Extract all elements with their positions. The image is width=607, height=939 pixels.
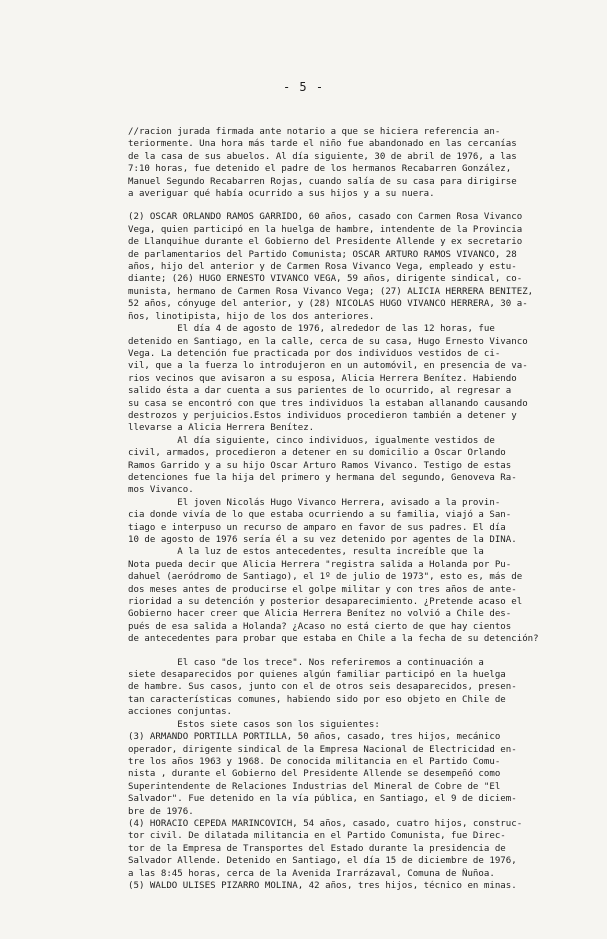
text-line: El día 4 de agosto de 1976, alrededor de las 12 horas, fue (128, 324, 495, 335)
paragraph-gap (128, 646, 568, 657)
text-line: Ramos Garrido y a su hijo Oscar Arturo Ramos Vivanco. Testigo de estas (128, 460, 512, 471)
text-line: Vega, quien participó en la huelga de hambre, intendente de la Provincia (128, 224, 523, 235)
text-line: operador, dirigente sindical de la Empresa Nacional de Electricidad en- (128, 744, 517, 755)
text-line: cia donde vivía de lo que estaba ocurriendo a su familia, viajó a San- (128, 510, 512, 521)
text-line: 52 años, cónyuge del anterior, y (28) NICOLAS HUGO VIVANCO HERRERA, 30 a- (128, 299, 528, 310)
text-line: salido ésta a dar cuenta a sus parientes de lo ocurrido, al regresar a (128, 386, 512, 397)
text-line: (2) OSCAR ORLANDO RAMOS GARRIDO, 60 años, casado con Carmen Rosa Vivanco (128, 212, 523, 223)
text-line: rios vecinos que avisaron a su esposa, Alicia Herrera Benítez. Habiendo (128, 373, 517, 384)
text-line: a las 8:45 horas, cerca de la Avenida Irarrázaval, Comuna de Ñuñoa. (128, 868, 495, 879)
text-line: El joven Nicolás Hugo Vivanco Herrera, avisado a la provin- (128, 497, 501, 508)
text-line: El caso "de los trece". Nos referiremos a continuación a (128, 657, 484, 668)
text-line: Manuel Segundo Recabarren Rojas, cuando salía de su casa para dirigirse (128, 176, 517, 187)
text-line: destrozos y perjuicios.Estos individuos procedieron también a detener y (128, 410, 517, 421)
text-line: vil, que a la fuerza lo introdujeron en un automóvil, en presencia de va- (128, 361, 528, 372)
text-line: dahuel (aeródromo de Santiago), el 1º de julio de 1973", esto es, más de (128, 572, 523, 583)
text-line: de Llanquihue durante el Gobierno del Presidente Allende y ex secretario (128, 237, 523, 248)
text-line: civil, armados, procedieron a detener en su domicilio a Oscar Orlando (128, 448, 506, 459)
paragraph (128, 126, 568, 200)
text-line: de antecedentes para probar que estaba en Chile a la fecha de su detención? (128, 634, 539, 645)
text-line: tor civil. De dilatada militancia en el Partido Comunista, fue Direc- (128, 831, 506, 842)
document-body (128, 126, 568, 892)
text-line: teriormente. Una hora más tarde el niño fue abandonado en las cercanías (128, 139, 517, 150)
text-line: su casa se encontró con que tres individuos la estaban allanando causando (128, 398, 528, 409)
paragraph (128, 657, 568, 893)
text-line: dos meses antes de producirse el golpe militar y con tres años de ante- (128, 584, 517, 595)
text-line: bre de 1976. (128, 806, 194, 817)
text-line: 7:10 horas, fue detenido el padre de los hermanos Recabarren González, (128, 164, 512, 175)
text-line: rioridad a su detención y posterior desaparecimiento. ¿Pretende acaso el (128, 597, 523, 608)
paragraph (128, 211, 568, 645)
text-line: ños, linotipista, hijo de los dos anteriores. (128, 311, 375, 322)
text-line: tiago e interpuso un recurso de amparo en favor de sus padres. El día (128, 522, 506, 533)
text-line: años, hijo del anterior y de Carmen Rosa Vivanco Vega, empleado y estu- (128, 262, 517, 273)
text-line: llevarse a Alicia Herrera Benítez. (128, 423, 315, 434)
text-line: de la casa de sus abuelos. Al día siguiente, 30 de abril de 1976, a las (128, 151, 517, 162)
text-line: de parlamentarios del Partido Comunista; OSCAR ARTURO RAMOS VIVANCO, 28 (128, 249, 517, 260)
text-line: siete desaparecidos por quienes algún familiar participó en la huelga (128, 670, 506, 681)
text-line: de hambre. Sus casos, junto con el de otros seis desaparecidos, presen- (128, 682, 517, 693)
text-line: Nota pueda decir que Alicia Herrera "registra salida a Holanda por Pu- (128, 559, 512, 570)
text-line: diante; (26) HUGO ERNESTO VIVANCO VEGA, 59 años, dirigente sindical, co- (128, 274, 523, 285)
page-number: - 5 - (282, 80, 325, 94)
paragraph-gap (128, 200, 568, 211)
text-line: nista , durante el Gobierno del Presidente Allende se desempeñó como (128, 769, 501, 780)
text-line: (3) ARMANDO PORTILLA PORTILLA, 50 años, casado, tres hijos, mecánico (128, 732, 501, 743)
text-line: detenido en Santiago, en la calle, cerca de su casa, Hugo Ernesto Vivanco (128, 336, 528, 347)
text-line: acciones conjuntas. (128, 707, 233, 718)
text-line: Superintendente de Relaciones Industrias del Mineral de Cobre de "El (128, 781, 501, 792)
text-line: //racion jurada firmada ante notario a que se hiciera referencia an- (128, 127, 501, 137)
text-line: mos Vivanco. (128, 485, 194, 496)
text-line: tre los años 1963 y 1968. De conocida militancia en el Partido Comu- (128, 756, 501, 767)
text-line: Salvador Allende. Detenido en Santiago, el día 15 de diciembre de 1976, (128, 856, 517, 867)
text-line: pués de esa salida a Holanda? ¿Acaso no está cierto de que hay cientos (128, 621, 512, 632)
text-line: tor de la Empresa de Transportes del Estado durante la presidencia de (128, 843, 506, 854)
text-line: Vega. La detención fue practicada por dos individuos vestidos de ci- (128, 348, 501, 359)
text-line: Estos siete casos son los siguientes: (128, 719, 380, 730)
text-line: tan características comunes, habiendo sido por eso objeto en Chile de (128, 694, 506, 705)
text-line: a averiguar qué había ocurrido a sus hijos y a su nuera. (128, 189, 435, 200)
text-line: (5) WALDO ULISES PIZARRO MOLINA, 42 años, tres hijos, técnico en minas. (128, 880, 517, 891)
text-line: munista, hermano de Carmen Rosa Vivanco Vega; (27) ALICIA HERRERA BENITEZ, (128, 286, 534, 297)
text-line: (4) HORACIO CEPEDA MARINCOVICH, 54 años, casado, cuatro hijos, construc- (128, 818, 523, 829)
text-line: A la luz de estos antecedentes, resulta increíble que la (128, 547, 484, 558)
text-line: Salvador". Fue detenido en la vía pública, en Santiago, el 9 de diciem- (128, 794, 517, 805)
text-line: 10 de agosto de 1976 sería él a su vez detenido por agentes de la DINA. (128, 535, 517, 545)
text-line: Al día siguiente, cinco individuos, igualmente vestidos de (128, 435, 495, 446)
text-line: Gobierno hacer creer que Alicia Herrera Benítez no volvió a Chile des- (128, 609, 512, 620)
text-line: detenciones fue la hija del primero y hermana del segundo, Genoveva Ra- (128, 472, 517, 483)
